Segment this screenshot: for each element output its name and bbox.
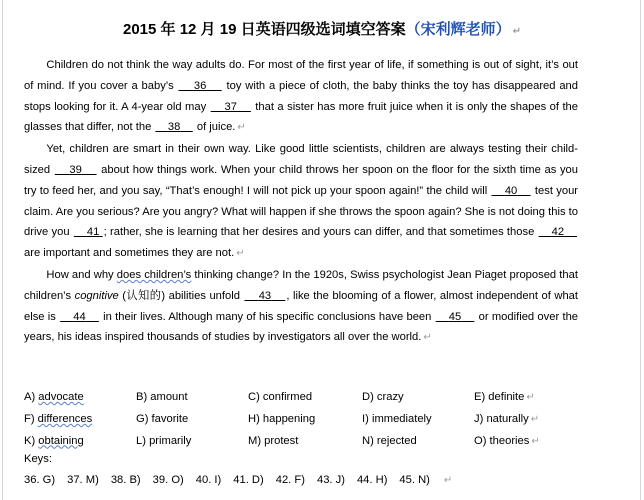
passage-text: Children do not think the way adults do. For most of the first year of life, if something is out of sight, it’s out of mind. If you cover a baby’s	[24, 59, 578, 92]
passage-text: of juice.	[193, 121, 236, 134]
passage-text: are important and sometimes they are not.	[24, 247, 235, 260]
document-title	[0, 20, 644, 42]
blank-40: 40	[504, 184, 518, 197]
passage-text: test your claim. Are you serious? Are you angry? What will happen if she throws the spoon again? She is not doing this to drive you	[24, 184, 579, 239]
answer-key: 39. O)	[152, 474, 184, 486]
blank-41: 41	[86, 226, 100, 239]
word-option: G) favorite	[136, 412, 189, 425]
italic-term: cognitive	[74, 289, 119, 302]
word-bank-row	[24, 431, 578, 453]
blank-39: 39	[69, 163, 82, 176]
word-bank-row	[24, 409, 578, 431]
paragraph-mark-icon: ↵	[423, 332, 432, 344]
title-main: 2015 年 12 月 19 日英语四级选词填空答案	[123, 21, 406, 38]
page-left-border	[2, 0, 3, 500]
word-bank-row	[24, 387, 578, 409]
word-option: J) naturally ↵	[474, 412, 540, 425]
word-option: L) primarily	[136, 434, 192, 447]
blank-42: 42	[551, 226, 565, 239]
word-option: A) advocate	[24, 391, 84, 403]
blank-44: 44	[73, 310, 86, 323]
paragraph-3	[24, 265, 578, 349]
answer-keys	[24, 470, 452, 492]
answer-key: 36. G)	[24, 474, 56, 486]
word-option: B) amount	[136, 391, 188, 403]
passage-text: ; rather, she is learning that her desires and yours can differ, and that sometimes those	[103, 226, 538, 239]
paragraph-mark-icon: ↵	[443, 475, 453, 486]
paragraph-mark-icon: ↵	[530, 413, 540, 425]
blank-43: 43	[258, 289, 272, 302]
word-option: F) differences	[24, 412, 93, 425]
passage-text: toy with a piece of cloth, the baby thinks the toy has disappeared and stops looking for it. A 4-year old may	[24, 79, 579, 113]
title-author: （宋利辉老师）	[405, 21, 511, 38]
answer-key: 37. M)	[67, 474, 99, 486]
page-right-border	[640, 0, 641, 500]
answer-key: 40. I)	[195, 474, 222, 486]
word-option: C) confirmed	[248, 391, 313, 403]
passage-text: , like the blooming of a flower, almost independent of what else is	[24, 289, 579, 323]
passage-text: about how things work. When your child throws her spoon on the floor for the sixth time as you try to feed her, and you say, “That’s enough! I will not pick up your spoon again!” the child will	[24, 163, 578, 197]
word-option: H) happening	[248, 412, 316, 425]
answer-key: 45. N)	[399, 474, 430, 486]
paragraph-2	[24, 139, 578, 265]
passage-text: in their lives. Although many of his specific conclusions have been	[99, 310, 435, 323]
paragraph-mark-icon: ↵	[512, 26, 521, 37]
passage-text: (认知的) abilities unfold	[118, 289, 244, 302]
word-option: E) definite ↵	[474, 391, 535, 403]
word-option: K) obtaining	[24, 434, 84, 447]
word-option: O) theories ↵	[474, 434, 540, 447]
blank-38: 38	[167, 121, 181, 134]
answer-key: 38. B)	[110, 474, 141, 486]
blank-37: 37	[224, 100, 237, 113]
paragraph-mark-icon: ↵	[526, 392, 535, 403]
answer-key: 43. J)	[316, 474, 345, 486]
word-option: M) protest	[248, 434, 299, 447]
blank-36: 36	[193, 79, 207, 92]
paragraph-mark-icon: ↵	[531, 435, 540, 447]
passage-text: thinking change? In the 1920s, Swiss psychologist Jean Piaget proposed that children’s	[24, 268, 578, 302]
answer-key: 42. F)	[275, 474, 305, 486]
paragraph-mark-icon: ↵	[237, 122, 246, 134]
passage-text: How and why	[46, 268, 117, 281]
blank-45: 45	[448, 310, 462, 323]
passage-text: that a sister has more fruit juice when it is only the shapes of the glasses that differ, not the	[24, 100, 579, 134]
passage-text: Yet, children are smart in their own way. Like good little scientists, children are always testing their child-sized	[24, 143, 578, 176]
paragraph-mark-icon: ↵	[236, 248, 245, 260]
keys-label: Keys:	[24, 453, 52, 465]
spellcheck-underlined-text: does children’s	[116, 268, 192, 281]
word-option: I) immediately	[362, 412, 432, 425]
word-option: N) rejected	[362, 434, 417, 447]
paragraph-1	[24, 55, 578, 139]
word-bank	[24, 387, 578, 452]
word-option: D) crazy	[362, 391, 404, 403]
answer-key: 44. H)	[356, 474, 388, 486]
passage	[24, 55, 578, 349]
passage-text: or modified over the years, his ideas inspired thousands of studies by investigators all over the world.	[24, 310, 579, 344]
answer-key: 41. D)	[233, 474, 264, 486]
